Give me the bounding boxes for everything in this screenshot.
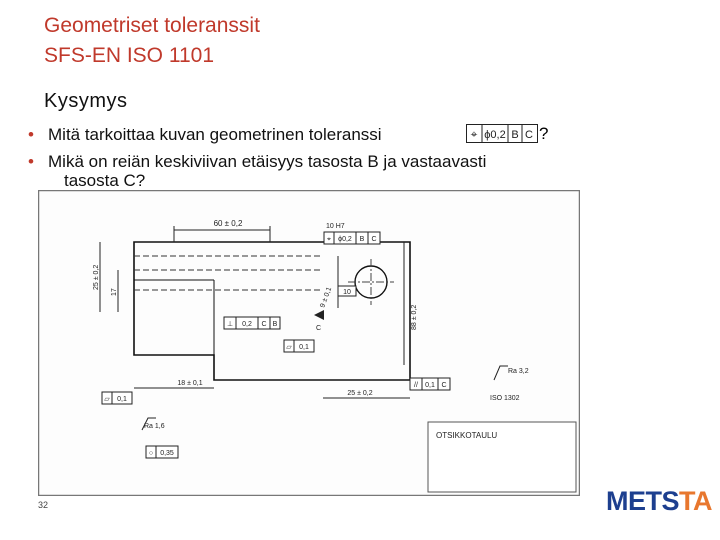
slide-title-line2: SFS-EN ISO 1101: [44, 44, 215, 67]
bullet-dot: •: [28, 125, 34, 144]
svg-text:0,35: 0,35: [160, 450, 174, 457]
perpendicularity-frame: [224, 317, 270, 329]
bullet-2-continuation: tasosta C?: [64, 171, 146, 190]
svg-text:⌖: ⌖: [327, 236, 331, 243]
dim-top-label: 60 ± 0,2: [213, 219, 243, 228]
dim-slot: 9 ± 0,1: [319, 286, 334, 309]
bullet-2-text: Mikä on reiän keskiviivan etäisyys tasosta B ja vastaavasti: [48, 152, 487, 171]
svg-text:B: B: [359, 236, 365, 243]
page-number: 32: [38, 500, 49, 510]
dim-left-inner: 17: [111, 288, 118, 296]
slide-heading: Kysymys: [44, 90, 128, 112]
parallelism-frame: [410, 378, 450, 390]
title-block-label: OTSIKKOTAULU: [436, 431, 498, 440]
surface-ra-small: Ra 1,6: [144, 423, 165, 430]
svg-text:▱: ▱: [286, 344, 292, 351]
svg-text:▱: ▱: [104, 396, 110, 403]
dim-height: 88 ± 0,2: [411, 304, 418, 330]
svg-text:○: ○: [148, 450, 154, 457]
dim-hole-fit: 10 H7: [326, 223, 345, 230]
svg-text:0,1: 0,1: [299, 344, 309, 351]
metsta-logo: METSTA: [606, 486, 713, 516]
svg-text:ϕ0,2: ϕ0,2: [338, 236, 352, 243]
svg-text:C: C: [441, 382, 447, 389]
position-frame-drawing: [324, 232, 380, 244]
svg-text:C: C: [261, 321, 267, 328]
bullet-question-2: [28, 152, 628, 172]
svg-text:0,1: 0,1: [117, 396, 127, 403]
tolerance-datum-b: B: [511, 129, 519, 141]
datum-b-label: B: [272, 321, 278, 328]
position-symbol-icon: ⌖: [470, 127, 478, 141]
svg-text:0,1: 0,1: [425, 382, 435, 389]
bullet-question-1: [28, 125, 382, 145]
flatness-frame: [284, 340, 314, 352]
svg-text:C: C: [371, 236, 377, 243]
surface-ra-right: Ra 3,2: [508, 368, 529, 375]
bullet-dot: •: [28, 152, 34, 171]
dim-ten: 10: [343, 289, 351, 296]
tolerance-datum-c: C: [525, 129, 533, 141]
iso-label: ISO 1302: [490, 395, 520, 402]
dim-bottom-left: 18 ± 0,1: [177, 380, 203, 387]
svg-text:⊥: ⊥: [226, 321, 234, 328]
dim-left-outer: 25 ± 0,2: [93, 264, 100, 290]
tolerance-value: ϕ0,2: [484, 129, 506, 141]
flatness-frame-2: [102, 392, 132, 404]
technical-drawing: [38, 190, 580, 496]
datum-c-label: C: [316, 325, 322, 332]
svg-text:0,2: 0,2: [242, 321, 252, 328]
slide-title-line1: Geometriset toleranssit: [44, 14, 260, 37]
tolerance-frame: [466, 124, 538, 144]
svg-text://: //: [414, 382, 418, 389]
question-mark: ?: [539, 124, 549, 143]
circularity-frame: [146, 446, 178, 458]
bullet-1-text: Mitä tarkoittaa kuvan geometrinen toleranssi: [48, 125, 382, 144]
dim-bottom-right: 25 ± 0,2: [347, 390, 373, 397]
